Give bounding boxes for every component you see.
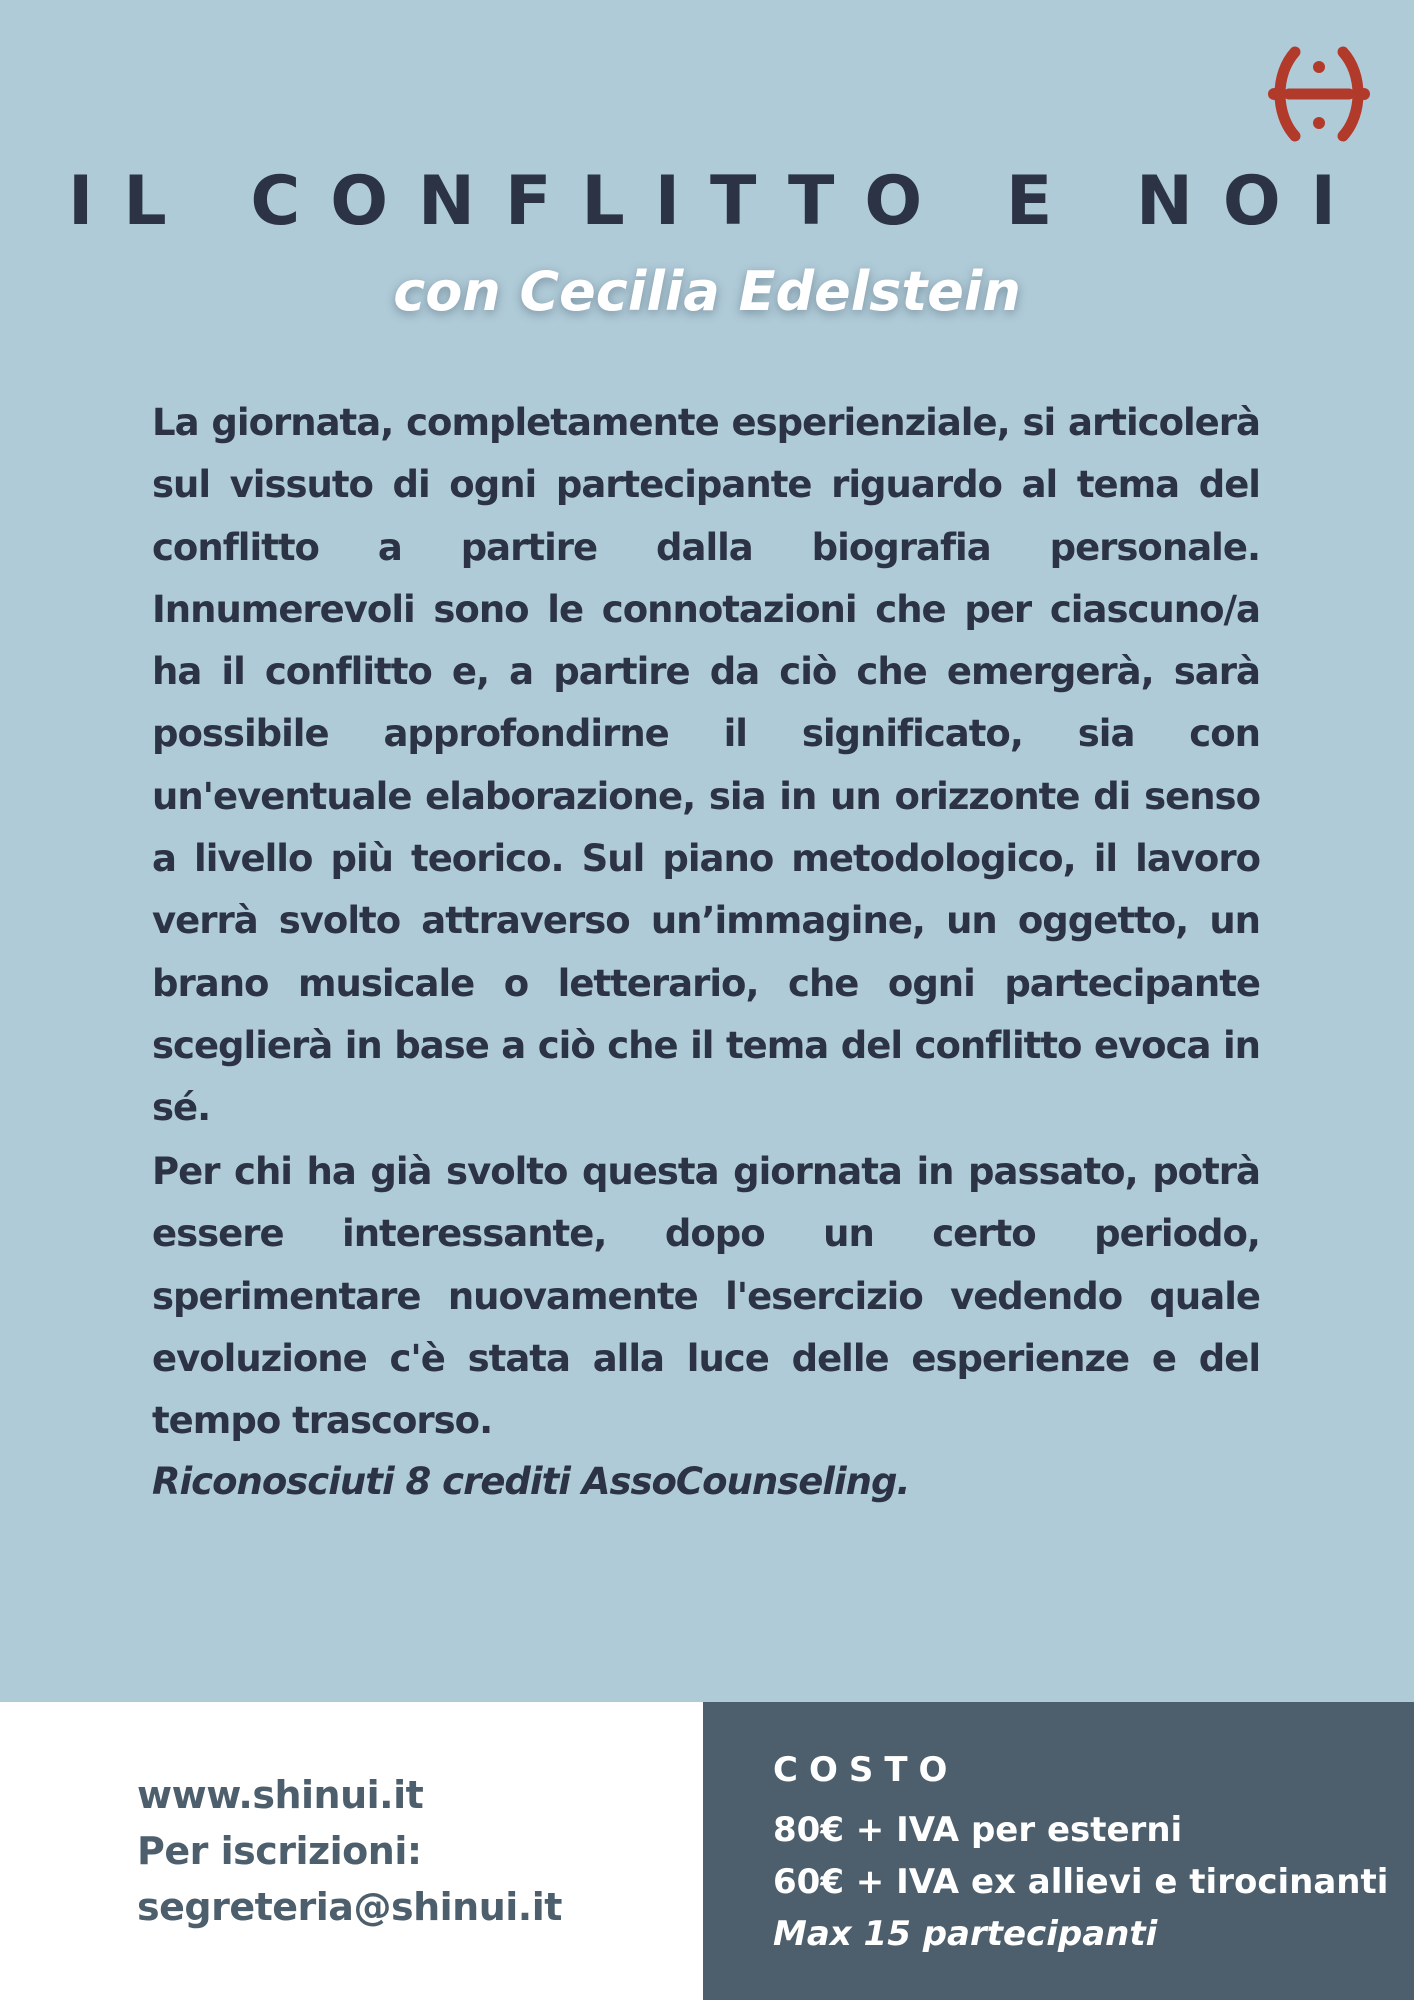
returning-participants-paragraph: Per chi ha già svolto questa giornata in passato, potrà essere interessante, dopo un certo periodo, sperimentare nuovamente l'esercizio vedendo quale evoluzione c'è stata alla luce delle esperienze e del tempo trascorso. <box>152 1150 1260 1443</box>
credits-note: Riconosciuti 8 crediti AssoCounseling. <box>152 1460 910 1503</box>
shinui-logo-icon <box>1265 44 1373 144</box>
price-external: 80€ + IVA per esterni <box>773 1810 1183 1850</box>
cost-list <box>773 1804 1388 1960</box>
email-link[interactable]: segreteria@shinui.it <box>137 1885 562 1929</box>
price-alumni: 60€ + IVA ex allievi e tirocinanti <box>773 1862 1389 1902</box>
cost-heading: COSTO <box>773 1750 959 1790</box>
contact-info <box>137 1767 562 1935</box>
max-participants: Max 15 partecipanti <box>773 1914 1158 1954</box>
signup-label: Per iscrizioni: <box>137 1829 422 1873</box>
website-link[interactable]: www.shinui.it <box>137 1773 424 1817</box>
page-subtitle: con Cecilia Edelstein <box>393 260 1021 323</box>
page-title: IL CONFLITTO E NOI <box>68 162 1366 241</box>
description-paragraph: La giornata, completamente esperienziale, si articolerà sul vissuto di ogni partecipante riguardo al tema del conflitto a partire dalla biografia personale. Innumerevoli sono le connotazioni che per ciascuno/a ha il conflitto e, a partire da ciò che emergerà, sarà possibile approfondirne il significato, sia con un'eventuale elaborazione, sia in un orizzonte di senso a livello più teorico. Sul piano metodologico, il lavoro verrà svolto attraverso un’immagine, un oggetto, un brano musicale o letterario, che ogni partecipante sceglierà in base a ciò che il tema del conflitto evoca in sé. <box>152 401 1260 1130</box>
